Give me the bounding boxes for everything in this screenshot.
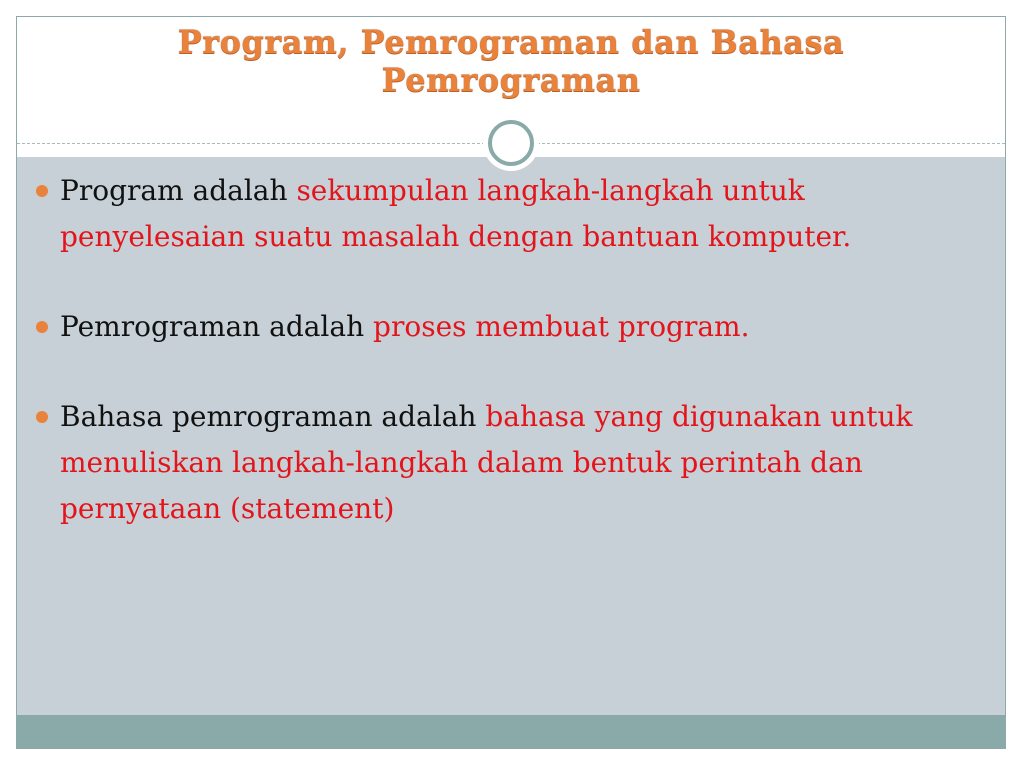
bullet-item-pemrograman [36,304,966,350]
ornament-ring [488,120,534,166]
slide-title [17,23,1005,99]
bullet-emphasis: bahasa yang digunakan untuk menuliskan langkah-langkah dalam bentuk perintah dan pernyataan (statement) [60,400,913,525]
title-line-1: Program, Pemrograman dan Bahasa [177,23,845,61]
bullet-item-program [36,168,966,260]
bullet-lead: Pemrograman adalah [60,310,374,343]
bullet-lead: Program adalah [60,174,297,207]
bullet-emphasis: proses membuat program. [373,310,750,343]
bottom-band [17,715,1005,748]
bullet-item-bahasa [36,394,966,532]
bullet-emphasis: sekumpulan langkah-langkah untuk penyelesaian suatu masalah dengan bantuan komputer. [60,174,852,253]
bullet-list [36,168,966,532]
bullet-dot-icon [36,321,48,333]
bullet-lead: Bahasa pemrograman adalah [60,400,486,433]
bullet-dot-icon [36,411,48,423]
bullet-dot-icon [36,185,48,197]
circle-ornament-icon [483,115,539,171]
title-line-2: Pemrograman [381,61,641,99]
